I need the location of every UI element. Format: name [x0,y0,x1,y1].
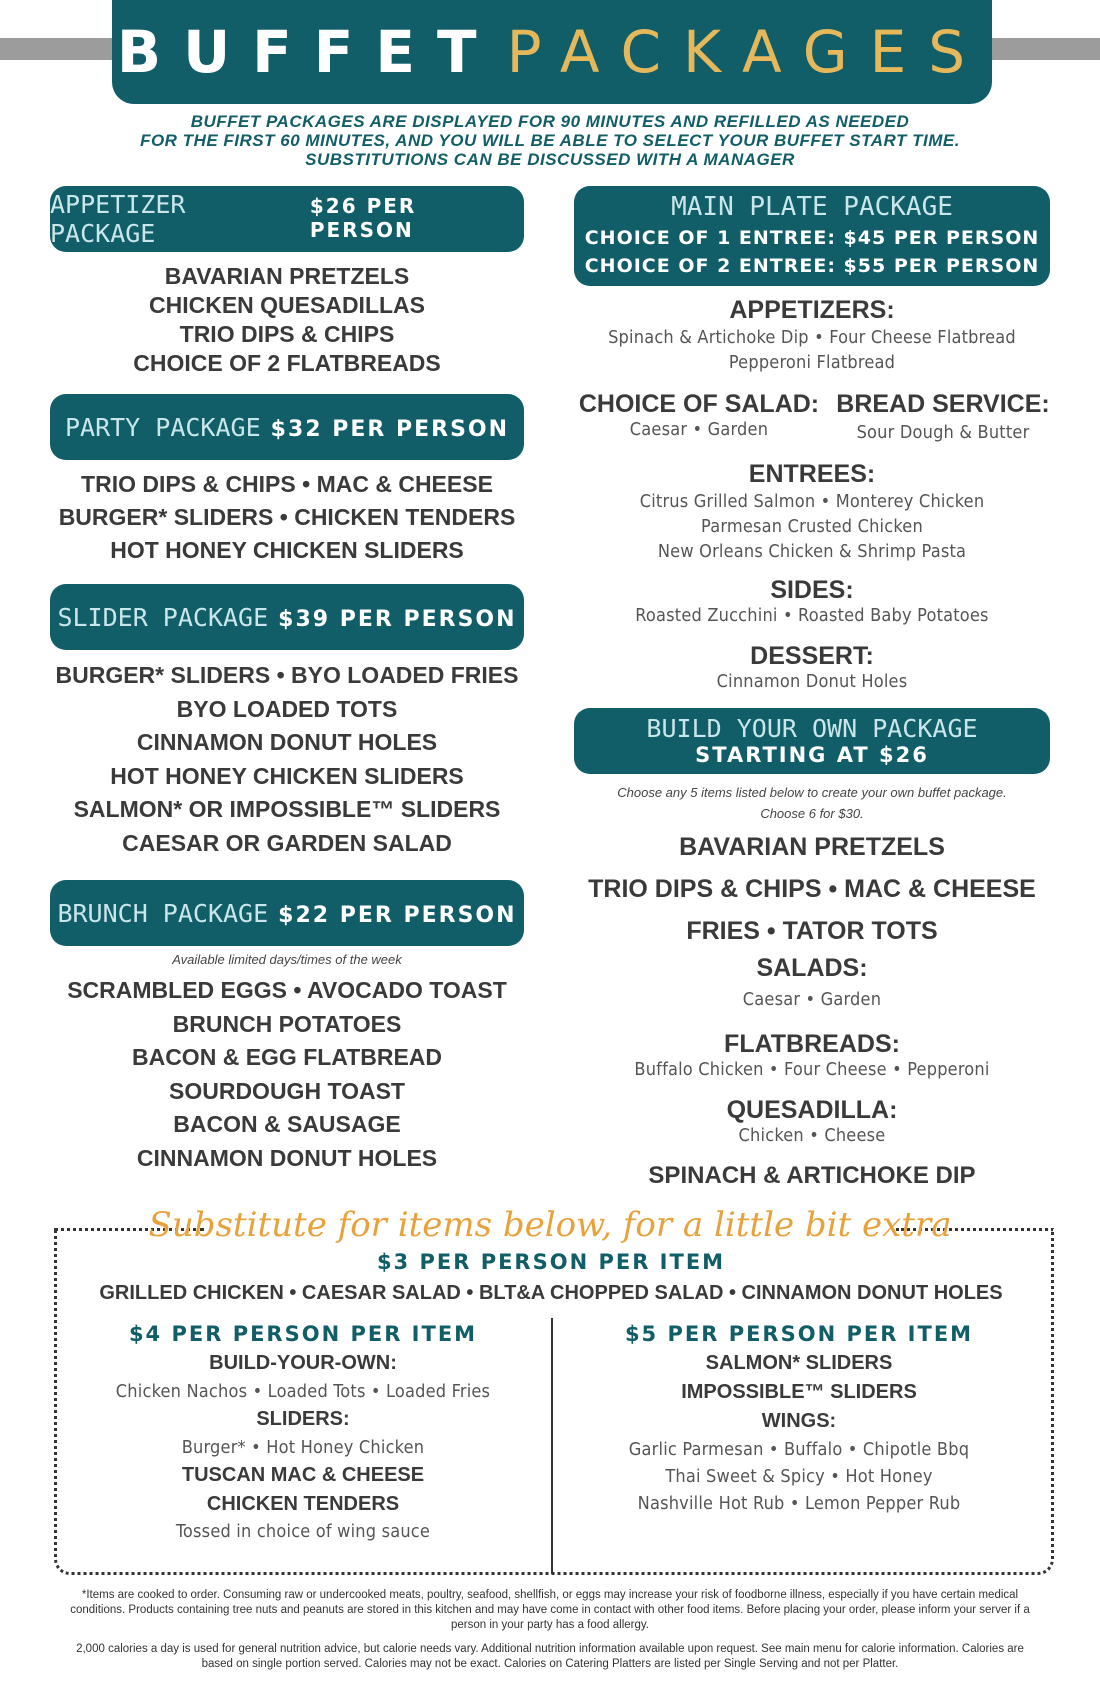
section-items: Pepperoni Flatbread [728,352,896,373]
section-items: Caesar • Garden [629,419,769,440]
disclaimer-line: person in your party has a food allergy. [451,1619,649,1631]
main-dessert [574,642,1050,692]
list-item: CINNAMON DONUT HOLES [136,729,438,755]
list-item: SPINACH & ARTICHOKE DIP [648,1162,976,1189]
page-title [112,0,992,104]
column-divider [551,1318,553,1574]
list-item: BRUNCH POTATOES [172,1010,402,1037]
package-name: BUILD YOUR OWN PACKAGE [646,714,978,743]
subst-5-section [556,1322,1042,1514]
section-heading: CHOICE OF SALAD: [578,390,820,418]
package-name: BRUNCH PACKAGE [57,898,269,928]
list-item: HOT HONEY CHICKEN SLIDERS [110,762,464,789]
note-line: Choose 6 for $30. [760,806,864,821]
list-item: BAVARIAN PRETZELS [679,833,945,861]
price-tier-heading: $5 PER PERSON PER ITEM [624,1322,974,1346]
list-item: FRIES • TATOR TOTS [686,917,938,945]
slider-items [50,659,524,860]
package-price: STARTING AT $26 [695,743,929,767]
package-name: SLIDER PACKAGE [57,602,269,632]
appetizer-items [50,262,524,378]
section-heading: DESSERT: [750,642,874,670]
list-item: BYO LOADED TOTS [176,695,398,722]
list-item: CHICKEN QUESADILLAS [148,292,425,318]
list-item: SOURDOUGH TOAST [169,1077,405,1104]
brunch-items [50,974,524,1175]
list-item: SALMON* SLIDERS [705,1352,893,1374]
section-items: Buffalo Chicken • Four Cheese • Pepperoni [634,1059,990,1080]
price-tier-heading: $4 PER PERSON PER ITEM [128,1322,478,1346]
package-price: $32 PER PERSON [270,416,510,442]
intro-line-2: FOR THE FIRST 60 MINUTES, AND YOU WILL BE ABLE TO SELECT YOUR BUFFET START TIME. [140,131,960,150]
price-tier-items: GRILLED CHICKEN • CAESAR SALAD • BLT&A CHOPPED SALAD • CINNAMON DONUT HOLES [99,1282,1003,1304]
subst-4-section [60,1322,546,1542]
section-items: Parmesan Crusted Chicken [701,516,923,537]
main-appetizers [574,296,1050,375]
section-items: Sour Dough & Butter [856,422,1030,443]
note-line: Choose any 5 items listed below to create your own buffet package. [617,785,1007,800]
package-price: $39 PER PERSON [278,606,517,632]
title-word-packages: PACKAGES [506,18,988,86]
package-price: $26 PER PERSON [309,194,417,242]
package-price: CHOICE OF 2 ENTREE: $55 PER PERSON [584,255,1040,277]
section-items: Roasted Zucchini • Roasted Baby Potatoes [635,605,989,626]
package-name: MAIN PLATE PACKAGE [671,192,953,222]
section-items: Thai Sweet & Spicy • Hot Honey [665,1466,933,1487]
byo-quesadilla [574,1096,1050,1146]
main-plate-package-header [574,186,1050,286]
brunch-package-header [50,880,524,946]
section-heading: APPETIZERS: [729,296,895,324]
section-items: Garlic Parmesan • Buffalo • Chipotle Bbq [628,1439,970,1460]
section-items: Citrus Grilled Salmon • Monterey Chicken [639,491,985,512]
package-name: PARTY PACKAGE [64,412,261,442]
party-package-header [50,394,524,460]
byo-note [574,782,1050,824]
price-tier-heading: $3 PER PERSON PER ITEM [376,1250,726,1274]
section-items: Chicken Nachos • Loaded Tots • Loaded Fries [115,1381,491,1402]
list-item: TRIO DIPS & CHIPS • MAC & CHEESE [81,471,493,497]
list-item: CINNAMON DONUT HOLES [136,1144,438,1171]
section-items: New Orleans Chicken & Shrimp Pasta [657,541,967,562]
item-note: Tossed in choice of wing sauce [175,1521,431,1542]
list-item: SCRAMBLED EGGS • AVOCADO TOAST [67,977,507,1003]
main-sides [574,576,1050,626]
slider-package-header [50,584,524,650]
subst-3-section [54,1250,1048,1305]
list-item: CAESAR OR GARDEN SALAD [122,829,452,856]
package-price: CHOICE OF 1 ENTREE: $45 PER PERSON [584,227,1040,249]
byo-last-item [574,1162,1050,1190]
list-item: BAVARIAN PRETZELS [164,263,410,289]
section-items: Caesar • Garden [742,989,882,1010]
section-heading: BREAD SERVICE: [836,390,1050,418]
header-rule-right [992,38,1100,60]
byo-items [574,826,1050,952]
section-items: Spinach & Artichoke Dip • Four Cheese Flatbread [608,327,1016,348]
section-heading: SLIDERS: [256,1408,350,1430]
intro-text [0,112,1100,169]
allergy-disclaimer [60,1588,1040,1633]
disclaimer-line: conditions. Products containing tree nuts and peanuts are stored in this kitchen and may have come in contact with other food items. Before placing your order, please inform your server if a [70,1604,1030,1616]
list-item: CHOICE OF 2 FLATBREADS [133,350,441,376]
list-item: IMPOSSIBLE™ SLIDERS [681,1381,917,1403]
list-item: BURGER* SLIDERS • CHICKEN TENDERS [58,504,516,530]
section-heading: SIDES: [770,576,854,604]
list-item: TRIO DIPS & CHIPS • MAC & CHEESE [588,875,1036,903]
disclaimer-line: *Items are cooked to order. Consuming raw or undercooked meats, poultry, seafood, shellfish, or eggs may increase your risk of foodborne illness, especially if you have certain medical [81,1589,1019,1601]
section-heading: ENTREES: [748,460,876,488]
list-item: BACON & EGG FLATBREAD [131,1044,443,1070]
section-items: Cinnamon Donut Holes [716,671,908,692]
section-heading: QUESADILLA: [726,1096,898,1124]
list-item: TUSCAN MAC & CHEESE [181,1464,425,1486]
list-item: BACON & SAUSAGE [173,1111,401,1137]
package-name: APPETIZER PACKAGE [50,190,186,248]
appetizer-package-header [50,186,524,252]
main-entrees [574,460,1050,564]
byo-salads [574,954,1050,1010]
section-heading: SALADS: [756,954,868,982]
party-items [50,468,524,567]
byo-flatbreads [574,1030,1050,1080]
disclaimer-line: 2,000 calories a day is used for general nutrition advice, but calorie needs vary. Additional nutrition information available upon request. See main menu for calorie information. Calories are [76,1643,1024,1655]
section-heading: FLATBREADS: [724,1030,900,1058]
header-rule-left [0,38,112,60]
list-item: CHICKEN TENDERS [206,1493,400,1515]
section-items: Burger* • Hot Honey Chicken [181,1437,425,1458]
byo-package-header [574,708,1050,774]
calorie-disclaimer [60,1642,1040,1672]
disclaimer-line: based on single portion served. Calories may not be exact. Calories on Catering Platters are listed per Single Serving and not per Platter. [201,1658,899,1670]
section-heading: WINGS: [761,1410,837,1432]
list-item: SALMON* OR IMPOSSIBLE™ SLIDERS [73,796,501,822]
section-items: Chicken • Cheese [738,1125,886,1146]
list-item: BURGER* SLIDERS • BYO LOADED FRIES [55,662,519,688]
intro-line-3: SUBSTITUTIONS CAN BE DISCUSSED WITH A MANAGER [305,150,795,169]
package-price: $22 PER PERSON [278,902,517,928]
title-word-buffet: BUFFET [116,18,499,86]
intro-line-1: BUFFET PACKAGES ARE DISPLAYED FOR 90 MINUTES AND REFILLED AS NEEDED [190,112,910,131]
main-bread [830,390,1056,443]
section-heading: BUILD-YOUR-OWN: [209,1352,397,1374]
main-salad [574,390,824,440]
brunch-note: Available limited days/times of the week [172,952,402,967]
substitutions-title: Substitute for items below, for a little bit extra [148,1205,952,1245]
list-item: HOT HONEY CHICKEN SLIDERS [110,537,464,563]
list-item: TRIO DIPS & CHIPS [179,321,395,347]
section-items: Nashville Hot Rub • Lemon Pepper Rub [637,1493,961,1514]
